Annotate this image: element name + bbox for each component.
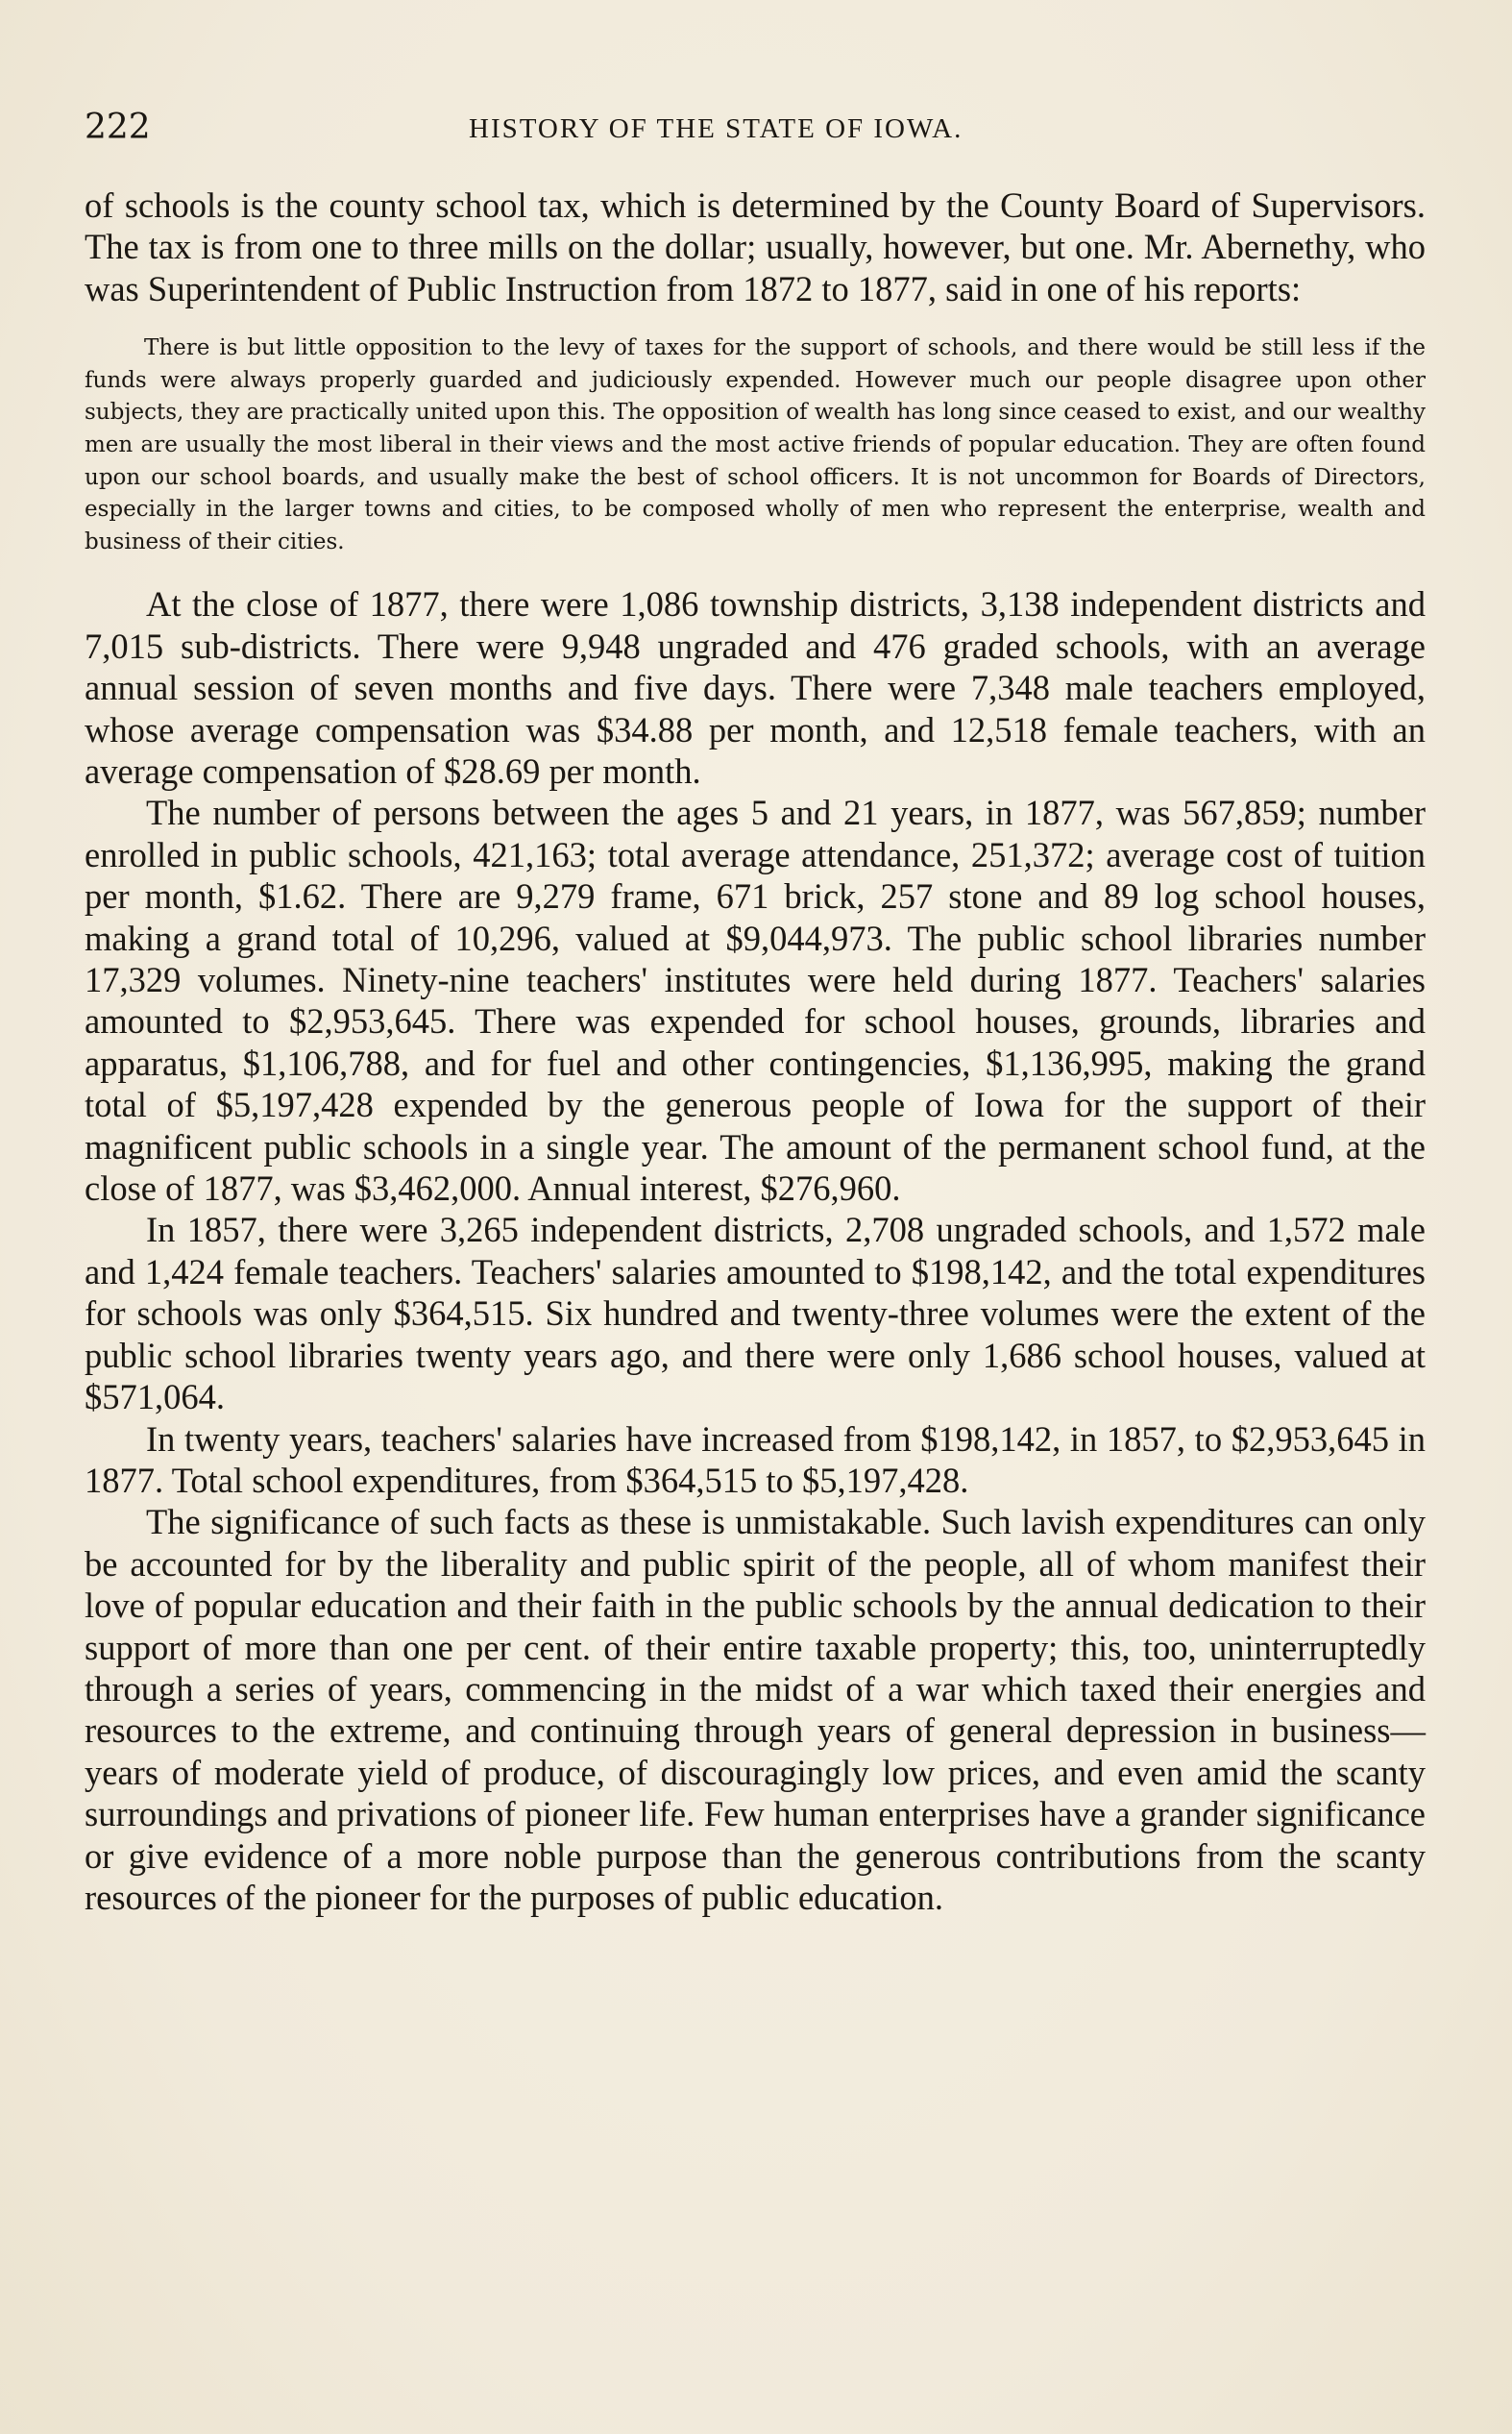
running-head: HISTORY OF THE STATE OF IOWA. (469, 113, 963, 144)
page-body (85, 184, 1426, 1918)
paragraph-twenty-year-growth: In twenty years, teachers' salaries have increased from $198,142, in 1857, to $2,953,645 in 1877. Total school expenditures, from $364,515 to $5,197,428. (85, 1418, 1426, 1500)
paragraph-1877-statistics: The number of persons between the ages 5 and 21 years, in 1877, was 567,859; number enrolled in public schools, 421,163; total average attendance, 251,372; average cost of tuition per month, $1.62. There are 9,279 frame, 671 brick, 257 stone and 89 log school houses, making a grand total of 10,296, valued at $9,044,973. The public school libraries number 17,329 volumes. Ninety-nine teachers' institutes were held during 1877. Teachers' salaries amounted to $2,953,645. There was expended for school houses, grounds, libraries and apparatus, $1,106,788, and for fuel and other contingencies, $1,136,995, making the grand total of $5,197,428 expended by the generous people of Iowa for the support of their magnificent public schools in a single year. The amount of the permanent school fund, at the close of 1877, was $3,462,000. Annual interest, $276,960. (85, 793, 1426, 1209)
paragraph-1877-districts: At the close of 1877, there were 1,086 township districts, 3,138 independent districts and 7,015 sub-districts. There were 9,948 ungraded and 476 graded schools, with an average annual session of seven months and five days. There were 7,348 male teachers employed, whose average compensation was $34.88 per month, and 12,518 female teachers, with an average compensation of $28.69 per month. (85, 584, 1426, 791)
page-header (85, 108, 1429, 156)
paragraph-significance: The significance of such facts as these is unmistakable. Such lavish expenditures can only be accounted for by the liberality and public spirit of the people, all of whom manifest their love of popular education and their faith in the public schools by the annual dedication to their support of more than one per cent. of their entire taxable property; this, too, uninterruptedly through a series of years, commencing in the midst of a war which taxed their energies and resources to the extreme, and continuing through years of general depression in business—years of moderate yield of produce, of discouragingly low prices, and even amid the scanty surroundings and privations of pioneer life. Few human enterprises have a grander significance or give evidence of a more noble purpose than the generous contributions from the scanty resources of the pioneer for the purposes of public education. (85, 1502, 1426, 1917)
page-number: 222 (85, 108, 151, 147)
paragraph-1857-statistics: In 1857, there were 3,265 independent districts, 2,708 ungraded schools, and 1,572 male and 1,424 female teachers. Teachers' salaries amounted to $198,142, and the total expenditures for schools was only $364,515. Six hundred and twenty-three volumes were the extent of the public school libraries twenty years ago, and there were only 1,686 school houses, valued at $571,064. (85, 1210, 1426, 1417)
paragraph-continued: of schools is the county school tax, which is determined by the County Board of Supervisors. The tax is from one to three mills on the dollar; usually, however, but one. Mr. Abernethy, who was Superintendent of Public Instruction from 1872 to 1877, said in one of his reports: (85, 185, 1426, 308)
block-quote: There is but little opposition to the levy of taxes for the support of schools, and there would be still less if the funds were always properly guarded and judiciously expended. However much our people disagree upon other subjects, they are practically united upon this. The opposition of wealth has long since ceased to exist, and our wealthy men are usually the most liberal in their views and the most active friends of popular education. They are often found upon our school boards, and usually make the best of school officers. It is not uncommon for Boards of Directors, especially in the larger towns and cities, to be composed wholly of men who represent the enterprise, wealth and business of their cities. (85, 335, 1426, 554)
